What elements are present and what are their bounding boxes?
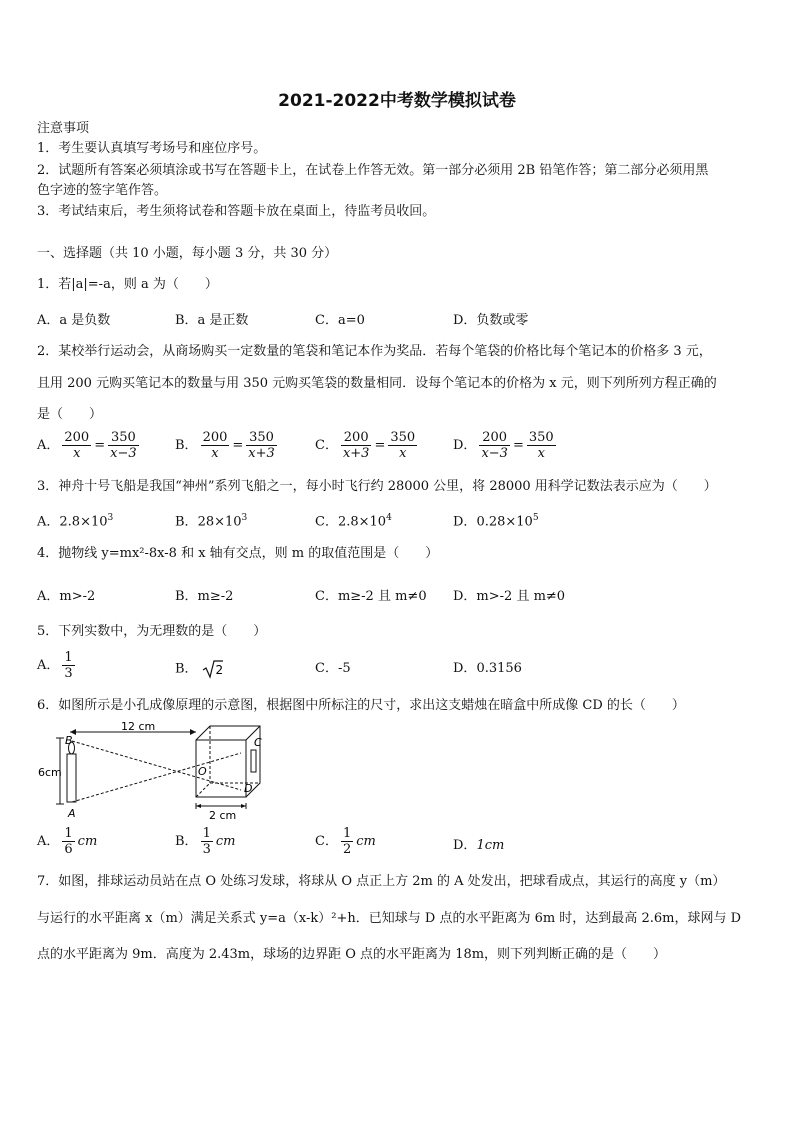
- notice-item-2-cont: 色字迹的签字笔作答。: [37, 183, 168, 198]
- q3-option-a: A．$2.8\times 10^3$: [37, 513, 114, 530]
- svg-text:2: 2: [215, 663, 223, 677]
- q5-option-d: D．0.3156: [453, 661, 522, 676]
- q4-option-b: B．m≥-2: [175, 589, 234, 604]
- q5-option-a: A． $\frac{1}{3}$: [37, 650, 73, 681]
- notice-item-3: 3．考试结束后，考生须将试卷和答题卡放在桌面上，待监考员收回。: [37, 204, 436, 219]
- q1-stem: 1．若|a|=-a，则 a 为（ ）: [37, 277, 218, 292]
- notice-item-2: 2．试题所有答案必须填涂或书写在答题卡上，在试卷上作答无效。第一部分必须用 2B 铅笔作答；第二部分必须用黑: [37, 163, 709, 178]
- q4-option-c: C．m≥-2 且 m≠0: [315, 589, 427, 604]
- q2-line-2: 且用 200 元购买笔记本的数量与用 350 元购买笔袋的数量相同．设每个笔记本的价格为 x 元，则下列所列方程正确的: [37, 376, 717, 391]
- pinhole-diagram: [38, 718, 278, 823]
- notice-heading: 注意事项: [37, 121, 90, 136]
- svg-text:A: A: [68, 807, 76, 820]
- q2-option-b: B． $\frac{200}{x}$ = $\frac{350}{x+3}$: [175, 430, 275, 461]
- q5-option-c: C．-5: [315, 661, 351, 676]
- q5-stem: 5．下列实数中，为无理数的是（ ）: [37, 624, 267, 639]
- q1-option-c: C．a=0: [315, 313, 365, 328]
- q4-option-a: A．m>-2: [37, 589, 96, 604]
- sqrt-symbol: [202, 659, 224, 679]
- q3-stem: 3．神舟十号飞船是我国“神州”系列飞船之一，每小时飞行约 28000 公里，将 28000 用科学记数法表示应为（ ）: [37, 479, 717, 494]
- q7-line-2: 与运行的水平距离 x（m）满足关系式 y=a（x-k）²+h．已知球与 D 点的水平距离为 6m 时，达到最高 2.6m，球网与 D: [37, 911, 742, 926]
- svg-text:12 cm: 12 cm: [121, 720, 156, 733]
- q2-option-d: D． $\frac{200}{x-3}$ = $\frac{350}{x}$: [453, 430, 554, 461]
- q6-option-a: A． $\frac{1}{6}$ cm: [37, 826, 98, 857]
- q6-option-c: C． $\frac{1}{2}$ cm: [315, 826, 376, 857]
- q2-option-a: A． $\frac{200}{x}$ = $\frac{350}{x-3}$: [37, 430, 137, 461]
- q3-option-b: B．$28\times 10^3$: [175, 513, 248, 530]
- svg-text:C: C: [254, 736, 262, 749]
- q6-stem: 6．如图所示是小孔成像原理的示意图，根据图中所标注的尺寸，求出这支蜡烛在暗盒中所成像 CD 的长（ ）: [37, 698, 685, 713]
- q3-option-d: D．$0.28\times 10^5$: [453, 513, 539, 530]
- section-heading: 一、选择题（共 10 小题，每小题 3 分，共 30 分）: [37, 246, 338, 261]
- q3-option-c: C．$2.8\times 10^4$: [315, 513, 392, 530]
- q2-line-1: 2．某校举行运动会，从商场购买一定数量的笔袋和笔记本作为奖品．若每个笔袋的价格比每个笔记本的价格多 3 元，: [37, 344, 712, 359]
- q7-line-1: 7．如图，排球运动员站在点 O 处练习发球，将球从 O 点正上方 2m 的 A 处发出，把球看成点，其运行的高度 y（m）: [37, 874, 726, 889]
- svg-text:B: B: [65, 734, 73, 747]
- q6-option-d: D．1cm: [453, 838, 505, 853]
- q7-line-3: 点的水平距离为 9m．高度为 2.43m，球场的边界距 O 点的水平距离为 18m，则下列判断正确的是（ ）: [37, 947, 667, 962]
- q1-option-b: B．a 是正数: [175, 313, 249, 328]
- q4-option-d: D．m>-2 且 m≠0: [453, 589, 566, 604]
- q1-option-a: A．a 是负数: [37, 313, 111, 328]
- q1-option-d: D．负数或零: [453, 313, 529, 328]
- q4-stem: 4．抛物线 y=mx²-8x-8 和 x 轴有交点，则 m 的取值范围是（ ）: [37, 546, 439, 561]
- page-title: 2021-2022中考数学模拟试卷: [278, 91, 516, 111]
- svg-text:2 cm: 2 cm: [209, 809, 237, 822]
- q6-option-b: B． $\frac{1}{3}$ cm: [175, 826, 236, 857]
- svg-text:6cm: 6cm: [38, 766, 62, 779]
- q2-line-3: 是（ ）: [37, 407, 103, 422]
- notice-item-1: 1．考生要认真填写考场号和座位序号。: [37, 141, 267, 156]
- svg-text:D: D: [244, 782, 253, 795]
- svg-text:O: O: [198, 765, 207, 778]
- q2-option-c: C． $\frac{200}{x+3}$ = $\frac{350}{x}$: [315, 430, 416, 461]
- q5-option-b: B． 2: [175, 659, 224, 679]
